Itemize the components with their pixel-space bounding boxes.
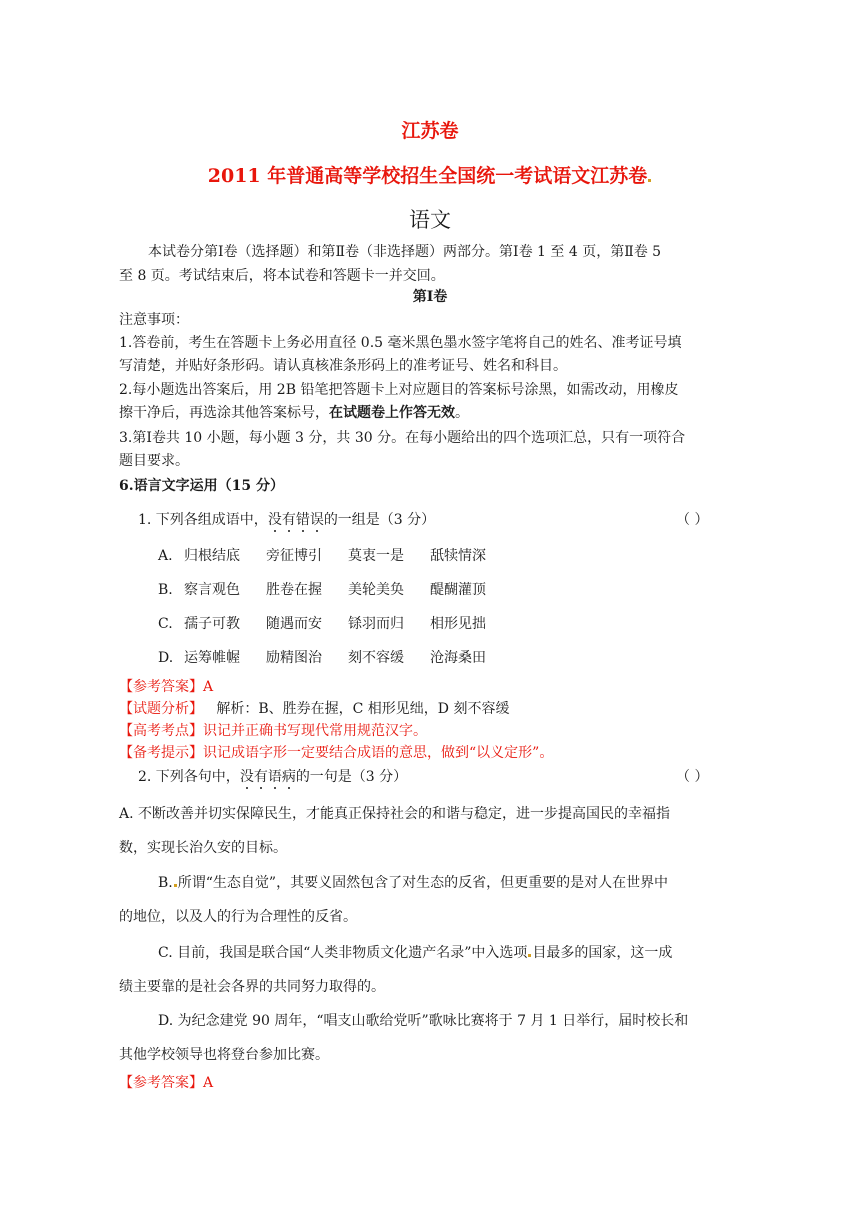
part-heading: 第Ⅰ卷 [412,289,448,305]
note-3-line-2: 题目要求。 [119,453,189,469]
option-word: 旁征博引 [266,548,322,564]
prep-tip-text: 识记成语字形一定要结合成语的意思，做到“以义定形”。 [203,745,554,761]
q1-answer [119,677,213,697]
option-word: 孺子可教 [184,616,240,632]
q2-option-b-text: 所谓“生态自觉”，其要义固然包含了对生态的反省，但更重要的是对人在世界中 [177,875,669,891]
note-1-line-1: 1.答卷前，考生在答题卡上务必用直径 0.5 毫米黑色墨水签字笔将自己的姓名、准考证号填 [119,335,682,351]
q2-option-a-line-2: 数，实现长治久安的目标。 [119,840,287,856]
intro-line-1: 本试卷分第Ⅰ卷（选择题）和第Ⅱ卷（非选择题）两部分。第Ⅰ卷 1 至 4 页，第Ⅱ卷 5 [148,244,662,260]
answer-value: A [203,679,214,695]
q2-stem-emphasis: 没有语病 [239,769,296,785]
q2-option-d-line-1: D. 为纪念建党 90 周年，“唱支山歌给党听”歌咏比赛将于 7 月 1 日举行，届时校长和 [158,1013,689,1029]
q1-stem-pre: 1. 下列各组成语中， [138,512,268,528]
question-1-answer-bracket: （ ） [676,512,709,528]
q2-option-c-text-post: 目最多的国家，这一成 [532,945,673,961]
question-2-stem [138,767,407,787]
q1-option-a [158,546,486,566]
option-word: 舐犊情深 [430,548,486,564]
q2-option-d-line-2: 其他学校领导也将登台参加比赛。 [119,1047,329,1063]
q2-stem-post: 的一句是（3 分） [295,769,408,785]
analysis-text: 解析：B、胜券在握，C 相形见绌，D 刻不容缓 [203,701,510,717]
q2-option-a-line-1: A. 不断改善并切实保障民生，才能真正保持社会的和谐与稳定，进一步提高国民的幸福指 [119,806,671,822]
subject-title: 语文 [409,208,451,232]
q1-stem-emphasis: 没有错误 [267,512,324,528]
option-word: 沧海桑田 [430,650,486,666]
option-word: 相形见拙 [430,616,486,632]
answer-label: 【参考答案】 [119,1075,203,1091]
option-word: 莫衷一是 [348,548,404,564]
prep-tip-label: 【备考提示】 [119,745,203,761]
note-2-text: 擦干净后，再选涂其他答案标号， [119,405,329,421]
note-1-line-2: 写清楚，并贴好条形码。请认真核准条形码上的准考证号、姓名和科目。 [119,358,567,374]
q2-answer [119,1073,213,1093]
text-marker [648,179,651,182]
exam-title [0,161,860,188]
q1-stem-post: 的一组是（3 分） [323,512,436,528]
q2-option-c-text-pre: C. 目前，我国是联合国“人类非物质文化遗产名录”中入选项 [158,945,528,961]
option-word: 刻不容缓 [348,650,404,666]
option-label: A. [158,548,173,564]
option-word: 美轮美奂 [348,582,404,598]
option-word: 随遇而安 [266,616,322,632]
note-2-line-2 [119,403,469,423]
region-title: 江苏卷 [401,120,459,142]
option-word: 铩羽而归 [348,616,404,632]
option-label: D. [158,650,174,666]
option-word: 励精图治 [266,650,322,666]
q1-option-d [158,648,486,668]
q1-prep-tip [119,743,553,763]
option-word: 察言观色 [184,582,240,598]
question-1-stem [138,510,435,530]
exam-title-text: 2011 年普通高等学校招生全国统一考试语文江苏卷 [207,165,648,187]
option-word: 醍醐灌顶 [430,582,486,598]
note-3-line-1: 3.第Ⅰ卷共 10 小题，每小题 3 分，共 30 分。在每小题给出的四个选项汇总，只有一项符合 [119,430,686,446]
q2-stem-pre: 2. 下列各句中， [138,769,240,785]
text-marker [528,954,531,957]
q1-analysis [119,699,509,719]
option-word: 胜卷在握 [266,582,322,598]
option-label: C. [158,616,173,632]
q2-option-b-line-2: 的地位，以及人的行为合理性的反省。 [119,909,357,925]
q2-option-b-line-1 [158,873,668,893]
q1-option-c [158,614,486,634]
q1-exam-point [119,721,427,741]
q1-option-b [158,580,486,600]
question-2-answer-bracket: （ ） [676,769,709,785]
note-2-line-1: 2.每小题选出答案后，用 2B 铅笔把答题卡上对应题目的答案标号涂黑，如需改动，用橡皮 [119,382,679,398]
analysis-label: 【试题分析】 [119,701,203,717]
exam-point-text: 识记并正确书写现代常用规范汉字。 [203,723,427,739]
q2-option-c-line-2: 绩主要靠的是社会各界的共同努力取得的。 [119,979,385,995]
option-label: B. [158,582,173,598]
section-title: 6.语言文字运用（15 分） [119,478,284,494]
q2-option-b-label: B. [158,875,173,891]
answer-value: A [203,1075,214,1091]
q2-option-c-line-1 [158,943,672,963]
intro-line-2: 至 8 页。考试结束后，将本试卷和答题卡一并交回。 [119,268,445,284]
exam-point-label: 【高考考点】 [119,723,203,739]
note-2-end: 。 [455,405,469,421]
note-2-emphasis: 在试题卷上作答无效 [329,405,455,421]
option-word: 运筹帷幄 [184,650,240,666]
text-marker [174,884,177,887]
option-word: 归根结底 [184,548,240,564]
notes-title: 注意事项： [119,312,189,328]
answer-label: 【参考答案】 [119,679,203,695]
